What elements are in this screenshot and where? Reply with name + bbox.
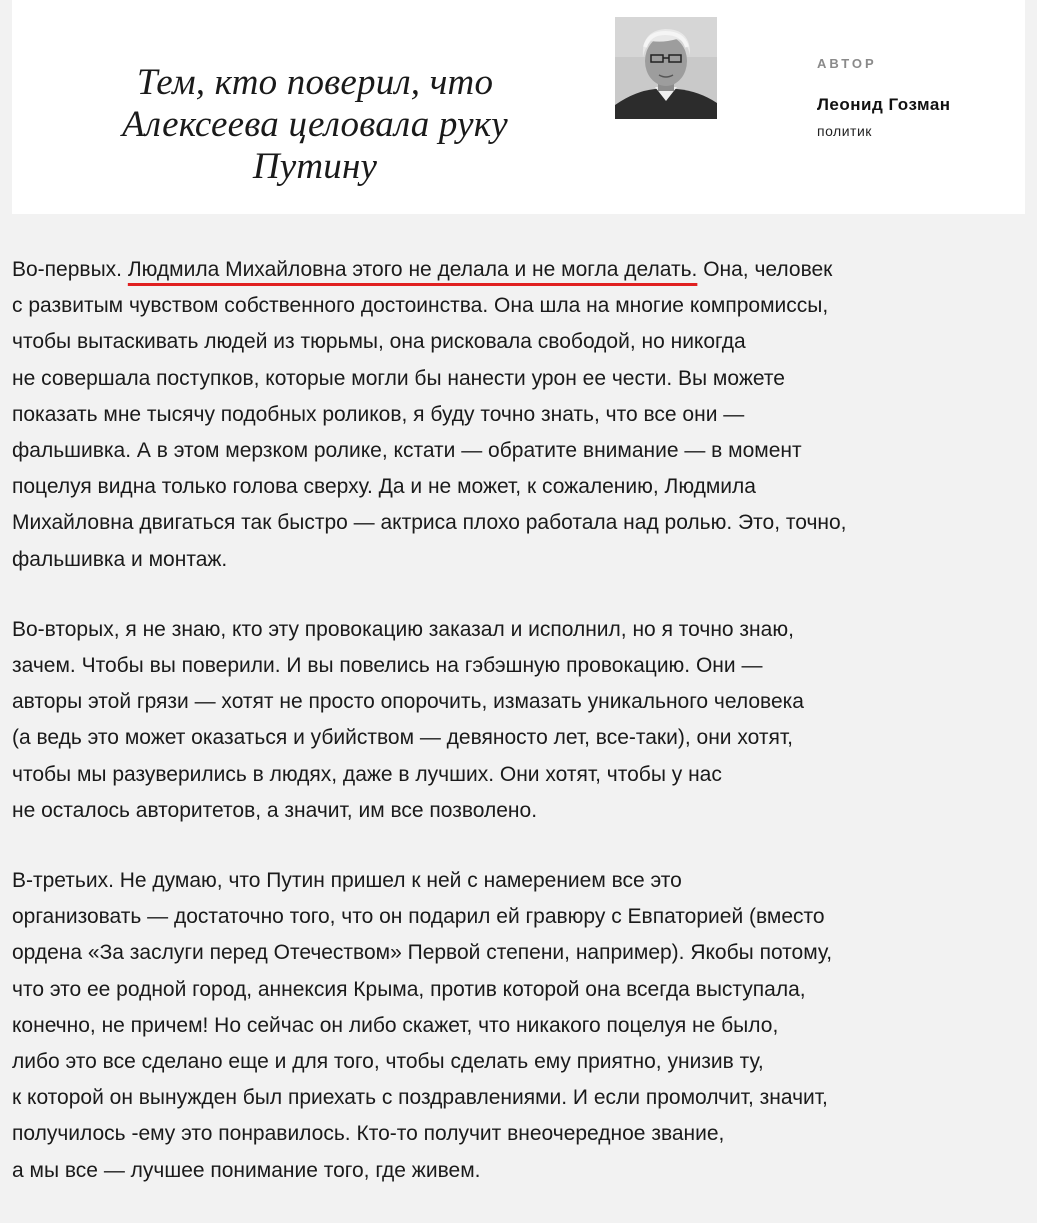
text-line: авторы этой грязи — хотят не просто опорочить, измазать уникального человека — [12, 690, 804, 714]
author-role: политик — [817, 123, 872, 139]
text-line — [12, 252, 1030, 288]
underlined-quote: Людмила Михайловна этого не делала и не могла делать. — [127, 258, 698, 281]
article-title — [70, 62, 560, 188]
text-line: либо это все сделано еще и для того, чтобы сделать ему приятно, унизив ту, — [12, 1050, 764, 1074]
author-portrait-image — [615, 17, 717, 119]
text-line: что это ее родной город, аннексия Крыма, против которой она всегда выступала, — [12, 977, 806, 1001]
article-header-card — [12, 0, 1025, 214]
text-line: организовать — достаточно того, что он подарил ей гравюру с Евпаторией (вместо — [12, 905, 825, 929]
paragraph-first — [12, 252, 1030, 578]
text-line: к которой он вынужден был приехать с поздравлениями. И если промолчит, значит, — [12, 1086, 828, 1110]
author-info — [817, 56, 1017, 139]
text-line: не совершала поступков, которые могли бы нанести урон ее чести. Вы можете — [12, 366, 785, 390]
text-fragment: Во-первых. — [12, 258, 128, 281]
text-line: фальшивка и монтаж. — [12, 547, 228, 571]
text-line: не осталось авторитетов, а значит, им все позволено. — [12, 798, 538, 822]
text-line: чтобы мы разуверились в людях, даже в лучших. Они хотят, чтобы у нас — [12, 762, 722, 786]
text-line: получилось -ему это понравилось. Кто-то получит внеочередное звание, — [12, 1122, 725, 1146]
text-fragment: Она, человек — [697, 258, 833, 281]
article-body — [12, 252, 1030, 1223]
title-line: Алексеева целовала руку — [122, 104, 508, 145]
text-line: чтобы вытаскивать людей из тюрьмы, она рисковала свободой, но никогда — [12, 330, 746, 354]
author-photo[interactable] — [615, 17, 717, 119]
text-line: ордена «За заслуги перед Отечеством» Первой степени, например). Якобы потому, — [12, 941, 833, 965]
paragraph-second — [12, 612, 1030, 829]
text-line: показать мне тысячу подобных роликов, я буду точно знать, что все они — — [12, 402, 745, 426]
author-name[interactable]: Леонид Гозман — [817, 95, 951, 114]
title-line: Тем, кто поверил, что — [136, 62, 494, 103]
text-line: В-третьих. Не думаю, что Путин пришел к ней с намерением все это — [12, 869, 682, 893]
text-line: Во-вторых, я не знаю, кто эту провокацию заказал и исполнил, но я точно знаю, — [12, 617, 794, 641]
title-line: Путину — [252, 146, 378, 187]
text-line: (а ведь это может оказаться и убийством — девяносто лет, все-таки), они хотят, — [12, 726, 793, 750]
paragraph-third — [12, 863, 1030, 1189]
text-line: фальшивка. А в этом мерзком ролике, кстати — обратите внимание — в момент — [12, 439, 802, 463]
text-line: поцелуя видна только голова сверху. Да и не может, к сожалению, Людмила — [12, 475, 756, 499]
text-line: зачем. Чтобы вы поверили. И вы повелись на гэбэшную провокацию. Они — — [12, 654, 763, 678]
text-line: конечно, не причем! Но сейчас он либо скажет, что никакого поцелуя не было, — [12, 1013, 779, 1037]
author-label: АВТОР — [817, 56, 877, 71]
text-line: Михайловна двигаться так быстро — актриса плохо работала над ролью. Это, точно, — [12, 511, 847, 535]
text-line: с развитым чувством собственного достоинства. Она шла на многие компромиссы, — [12, 294, 829, 318]
text-line: а мы все — лучшее понимание того, где живем. — [12, 1158, 481, 1182]
